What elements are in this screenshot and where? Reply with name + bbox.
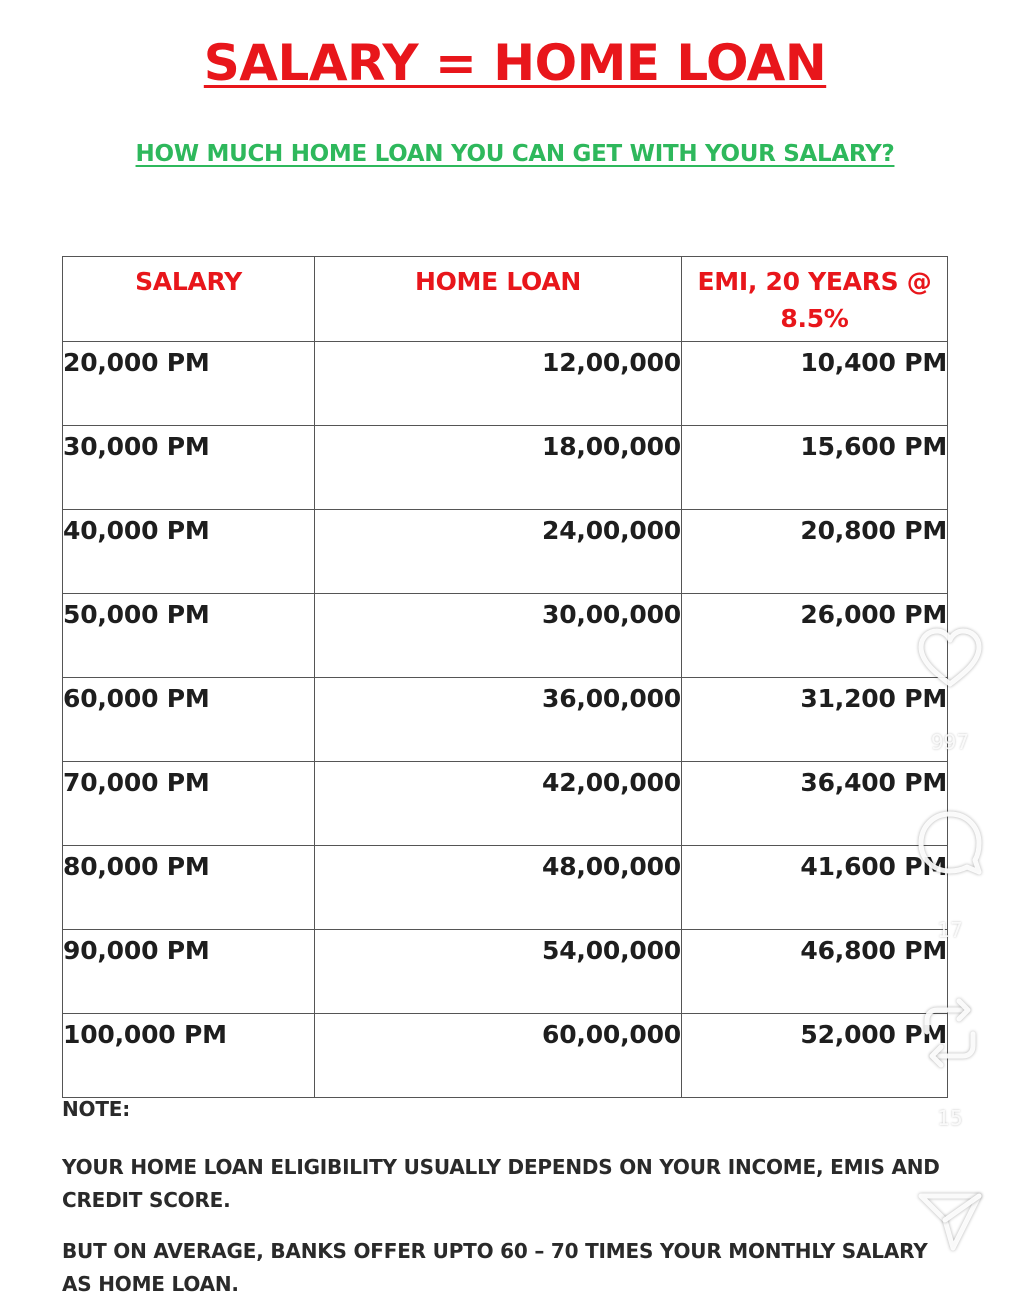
cell-salary: 90,000 PM	[63, 930, 315, 1014]
repost-button[interactable]	[905, 998, 995, 1068]
table-row	[63, 678, 948, 762]
note-line: YOUR HOME LOAN ELIGIBILITY USUALLY DEPENDS ON YOUR INCOME, EMIS AND CREDIT SCORE.	[62, 1155, 940, 1212]
table-header-row	[63, 257, 948, 342]
table-row	[63, 342, 948, 426]
header-salary: SALARY	[63, 257, 315, 342]
post-action-rail	[905, 620, 995, 1280]
send-icon	[917, 1190, 983, 1254]
table-row	[63, 762, 948, 846]
cell-salary: 60,000 PM	[63, 678, 315, 762]
cell-emi: 26,000 PM	[682, 594, 948, 678]
repost-icon	[917, 998, 983, 1068]
notes-section	[62, 1097, 942, 1301]
cell-salary: 80,000 PM	[63, 846, 315, 930]
page-title	[0, 34, 1030, 92]
comment-icon	[917, 810, 983, 876]
loan-table	[62, 256, 948, 1098]
cell-home-loan: 30,00,000	[315, 594, 682, 678]
cell-salary: 100,000 PM	[63, 1014, 315, 1098]
cell-home-loan: 48,00,000	[315, 846, 682, 930]
table-row	[63, 930, 948, 1014]
cell-salary: 50,000 PM	[63, 594, 315, 678]
cell-home-loan: 36,00,000	[315, 678, 682, 762]
page-subtitle-text: HOW MUCH HOME LOAN YOU CAN GET WITH YOUR SALARY?	[135, 141, 895, 167]
heart-icon	[917, 628, 983, 688]
cell-emi: 31,200 PM	[682, 678, 948, 762]
note-label: NOTE:	[62, 1097, 131, 1121]
page-title-text: SALARY = HOME LOAN	[203, 34, 827, 92]
cell-salary: 30,000 PM	[63, 426, 315, 510]
cell-emi: 10,400 PM	[682, 342, 948, 426]
cell-home-loan: 24,00,000	[315, 510, 682, 594]
page-subtitle	[0, 139, 1030, 167]
comment-count: 17	[937, 918, 963, 942]
share-button[interactable]	[905, 1190, 995, 1254]
cell-home-loan: 18,00,000	[315, 426, 682, 510]
cell-emi: 15,600 PM	[682, 426, 948, 510]
header-emi: EMI, 20 YEARS @ 8.5%	[682, 257, 948, 342]
cell-salary: 70,000 PM	[63, 762, 315, 846]
like-button[interactable]	[905, 628, 995, 688]
cell-salary: 40,000 PM	[63, 510, 315, 594]
like-count: 997	[930, 730, 970, 754]
cell-salary: 20,000 PM	[63, 342, 315, 426]
header-home-loan: HOME LOAN	[315, 257, 682, 342]
table-row	[63, 594, 948, 678]
table-row	[63, 1014, 948, 1098]
table-row	[63, 510, 948, 594]
cell-home-loan: 54,00,000	[315, 930, 682, 1014]
cell-home-loan: 12,00,000	[315, 342, 682, 426]
table-row	[63, 426, 948, 510]
cell-emi: 20,800 PM	[682, 510, 948, 594]
comment-button[interactable]	[905, 810, 995, 876]
table-row	[63, 846, 948, 930]
cell-home-loan: 42,00,000	[315, 762, 682, 846]
cell-emi: 41,600 PM	[682, 846, 948, 930]
cell-emi: 52,000 PM	[682, 1014, 948, 1098]
repost-count: 15	[937, 1106, 963, 1130]
note-line: BUT ON AVERAGE, BANKS OFFER UPTO 60 – 70 TIMES YOUR MONTHLY SALARY AS HOME LOAN.	[62, 1239, 928, 1296]
cell-emi: 36,400 PM	[682, 762, 948, 846]
cell-emi: 46,800 PM	[682, 930, 948, 1014]
cell-home-loan: 60,00,000	[315, 1014, 682, 1098]
